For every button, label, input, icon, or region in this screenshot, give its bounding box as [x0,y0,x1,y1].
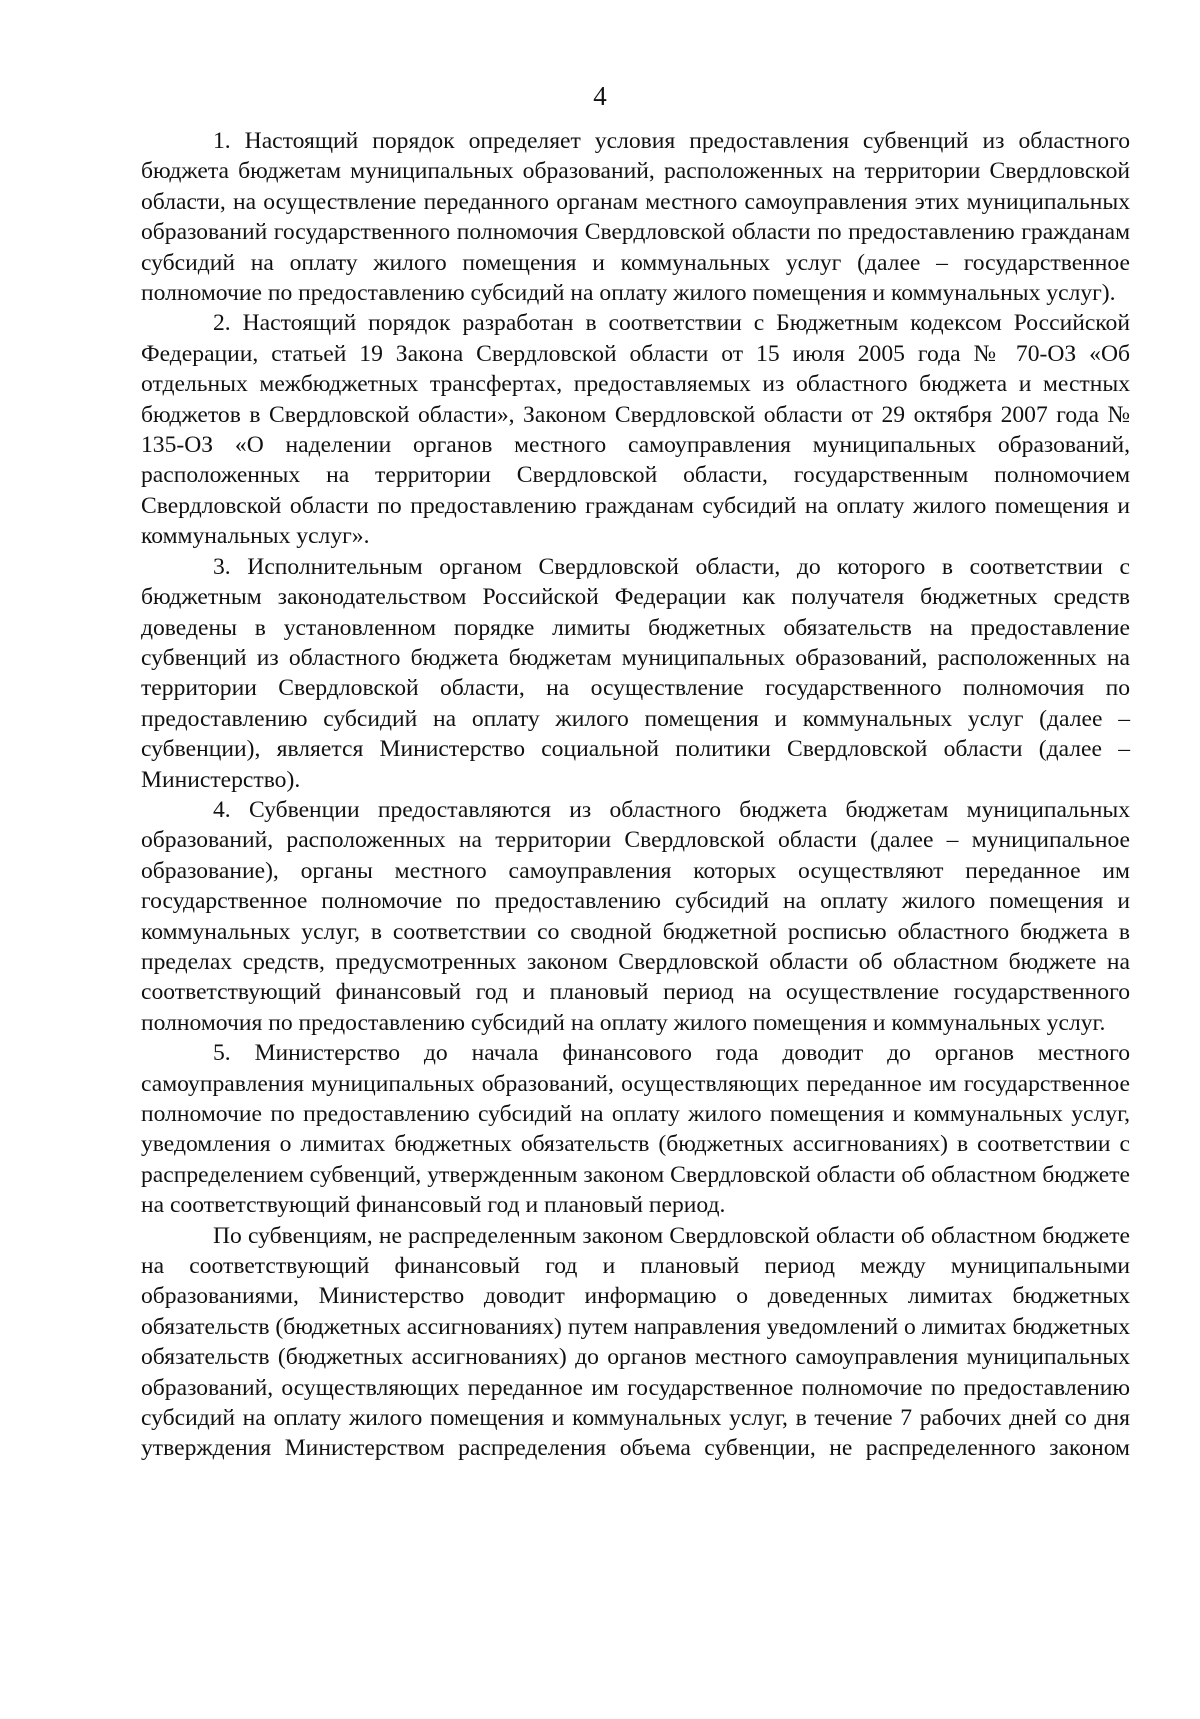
paragraph-2: 2. Настоящий порядок разработан в соответствии с Бюджетным кодексом Российской Федерации, статьей 19 Закона Свердловской области от 15 июля 2005 года № 70-ОЗ «Об отдельных межбюджетных трансфертах, предоставляемых из областного бюджета и местных бюджетов в Свердловской области», Законом Свердловской области от 29 октября 2007 года № 135-ОЗ «О наделении органов местного самоуправления муниципальных образований, расположенных на территории Свердловской области, государственным полномочием Свердловской области по предоставлению гражданам субсидий на оплату жилого помещения и коммунальных услуг». [141,310,1130,550]
paragraph-1: 1. Настоящий порядок определяет условия предоставления субвенций из областного бюджета бюджетам муниципальных образований, расположенных на территории Свердловской области, на осуществление переданного органам местного самоуправления этих муниципальных образований государственного полномочия Свердловской области по предоставлению гражданам субсидий на оплату жилого помещения и коммунальных услуг (далее – государственное полномочие по предоставлению субсидий на оплату жилого помещения и коммунальных услуг). [141,128,1130,307]
paragraph-5: 5. Министерство до начала финансового года доводит до органов местного самоуправления муниципальных образований, осуществляющих переданное им государственное полномочие по предоставлению субсидий на оплату жилого помещения и коммунальных услуг, уведомления о лимитах бюджетных обязательств (бюджетных ассигнованиях) в соответствии с распределением субвенций, утвержденным законом Свердловской области об областном бюджете на соответствующий финансовый год и плановый период. [141,1040,1130,1219]
paragraph-3: 3. Исполнительным органом Свердловской области, до которого в соответствии с бюджетным законодательством Российской Федерации как получателя бюджетных средств доведены в установленном порядке лимиты бюджетных обязательств на предоставление субвенций из областного бюджета бюджетам муниципальных образований, расположенных на территории Свердловской области, на осуществление государственного полномочия по предоставлению субсидий на оплату жилого помещения и коммунальных услуг (далее – субвенции), является Министерство социальной политики Свердловской области (далее – Министерство). [141,553,1130,793]
document-body [141,126,1130,1464]
page-number: 4 [593,81,607,111]
paragraph-4: 4. Субвенции предоставляются из областного бюджета бюджетам муниципальных образований, расположенных на территории Свердловской области (далее – муниципальное образование), органы местного самоуправления которых осуществляют переданное им государственное полномочие по предоставлению субсидий на оплату жилого помещения и коммунальных услуг, в соответствии со сводной бюджетной росписью областного бюджета в пределах средств, предусмотренных законом Свердловской области об областном бюджете на соответствующий финансовый год и плановый период на осуществление государственного полномочия по предоставлению субсидий на оплату жилого помещения и коммунальных услуг. [141,796,1130,1036]
paragraph-6: По субвенциям, не распределенным законом Свердловской области об областном бюджете на соответствующий финансовый год и плановый период между муниципальными образованиями, Министерство доводит информацию о доведенных лимитах бюджетных обязательств (бюджетных ассигнованиях) путем направления уведомлений о лимитах бюджетных обязательств (бюджетных ассигнованиях) до органов местного самоуправления муниципальных образований, осуществляющих переданное им государственное полномочие по предоставлению субсидий на оплату жилого помещения и коммунальных услуг, в течение 7 рабочих дней со дня утверждения Министерством распределения объема субвенции, не распределенного законом [141,1222,1130,1462]
